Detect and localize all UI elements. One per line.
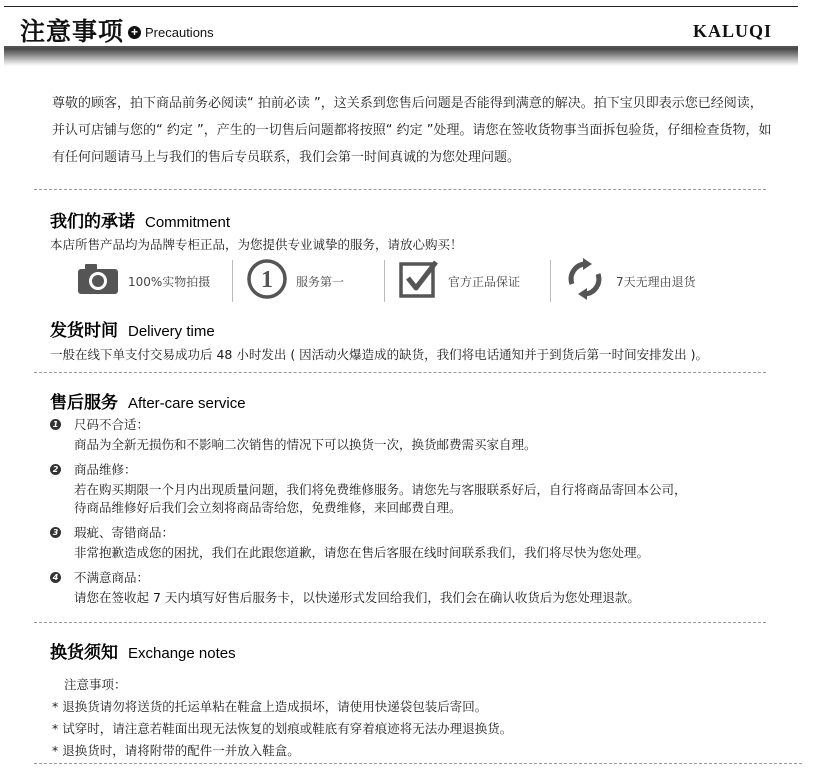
commitment-item xyxy=(398,256,520,306)
refresh-icon xyxy=(566,258,604,304)
commitment-item xyxy=(566,256,696,306)
separator xyxy=(550,260,551,302)
aftercare-heading xyxy=(50,388,246,413)
exchange-note: * 退换货请勿将送货的托运单粘在鞋盒上造成损坏，请使用快递袋包装后寄回。 xyxy=(52,699,488,714)
aftercare-item-title: 尺码不合适： xyxy=(74,417,150,432)
aftercare-item-title: 不满意商品： xyxy=(74,570,150,585)
aftercare-item-title: 商品维修： xyxy=(74,462,137,477)
exchange-heading xyxy=(50,638,236,663)
top-rule xyxy=(4,6,798,7)
commitment-title-en: Commitment xyxy=(145,214,231,231)
header-bar xyxy=(4,46,798,66)
svg-text:1: 1 xyxy=(261,267,273,293)
number-badge-icon: 4 xyxy=(50,572,61,583)
commitment-text: 本店所售产品均为品牌专柜正品，为您提供专业诚挚的服务，请放心购买！ xyxy=(50,237,463,252)
exchange-title-zh: 换货须知 xyxy=(50,643,118,663)
separator xyxy=(384,260,385,302)
divider xyxy=(34,622,766,623)
camera-icon xyxy=(76,262,120,300)
page-title: 注意事项 xyxy=(20,17,125,46)
commitment-item xyxy=(76,256,210,306)
delivery-text: 一般在线下单支付交易成功后 48 小时发出 ( 因活动火爆造成的缺货，我们将电话通知并于到货后第一时间安排发出 )。 xyxy=(50,347,709,362)
exchange-note: * 试穿时，请注意若鞋面出现无法恢复的划痕或鞋底有穿着痕迹将无法办理退换货。 xyxy=(52,721,513,736)
aftercare-title-zh: 售后服务 xyxy=(50,393,118,413)
divider xyxy=(34,372,766,373)
separator xyxy=(232,260,233,302)
divider xyxy=(34,763,802,764)
exchange-label: 注意事项： xyxy=(64,677,127,692)
subtitle xyxy=(128,25,214,40)
commitment-icons xyxy=(50,256,730,306)
aftercare-item-line: 待商品维修好后我们会立刻将商品寄给您，免费维修，来回邮费自理。 xyxy=(74,500,462,515)
aftercare-title-en: After-care service xyxy=(128,395,246,412)
plus-circle-icon: + xyxy=(128,26,141,39)
subtitle-text: Precautions xyxy=(145,25,214,40)
brand-logo: KALUQI xyxy=(693,21,773,41)
commitment-item-label: 服务第一 xyxy=(296,274,345,289)
exchange-title-en: Exchange notes xyxy=(128,645,236,662)
commitment-item-label: 官方正品保证 xyxy=(448,274,521,289)
aftercare-item-title: 瑕疵、寄错商品： xyxy=(74,525,175,540)
exchange-note: * 退换货时，请将附带的配件一并放入鞋盒。 xyxy=(52,743,300,758)
delivery-title-en: Delivery time xyxy=(128,323,215,340)
number-badge-icon: 1 xyxy=(50,419,61,430)
commitment-item xyxy=(246,256,344,306)
checkbox-icon xyxy=(398,258,440,304)
delivery-heading xyxy=(50,316,215,341)
delivery-title-zh: 发货时间 xyxy=(50,321,118,341)
aftercare-item-line: 请您在签收起 7 天内填写好售后服务卡，以快递形式发回给我们，我们会在确认收货后为您处理退款。 xyxy=(74,590,640,605)
intro-paragraph: 尊敬的顾客，拍下商品前务必阅读“ 拍前必读 ”，这关系到您售后问题是否能得到满意的解决。拍下宝贝即表示您已经阅读，并认可店铺与您的“ 约定 ”，产生的一切售后问题都将按照“ 约定 ”处理。请您在签收货物事当面拆包验货，仔细检查货物，如有任何问题请马上与我们的售后专员联系，我们会第一时间真诚的为您处理问题。 xyxy=(52,96,772,165)
commitment-heading xyxy=(50,207,230,232)
aftercare-item-line: 非常抱歉造成您的困扰，我们在此跟您道歉，请您在售后客服在线时间联系我们，我们将尽快为您处理。 xyxy=(74,545,650,560)
number-badge-icon: 3 xyxy=(50,527,61,538)
number-one-icon xyxy=(246,258,288,304)
aftercare-item-line: 若在购买期限一个月内出现质量问题，我们将免费维修服务。请您先与客服联系好后，自行将商品寄回本公司， xyxy=(74,482,687,497)
number-badge-icon: 2 xyxy=(50,464,61,475)
commitment-title-zh: 我们的承诺 xyxy=(50,212,135,232)
aftercare-item-line: 商品为全新无损伤和不影响二次销售的情况下可以换货一次，换货邮费需买家自理。 xyxy=(74,437,537,452)
divider xyxy=(34,189,766,190)
commitment-item-label: 7天无理由退货 xyxy=(616,274,696,289)
commitment-item-label: 100%实物拍摄 xyxy=(128,274,211,289)
